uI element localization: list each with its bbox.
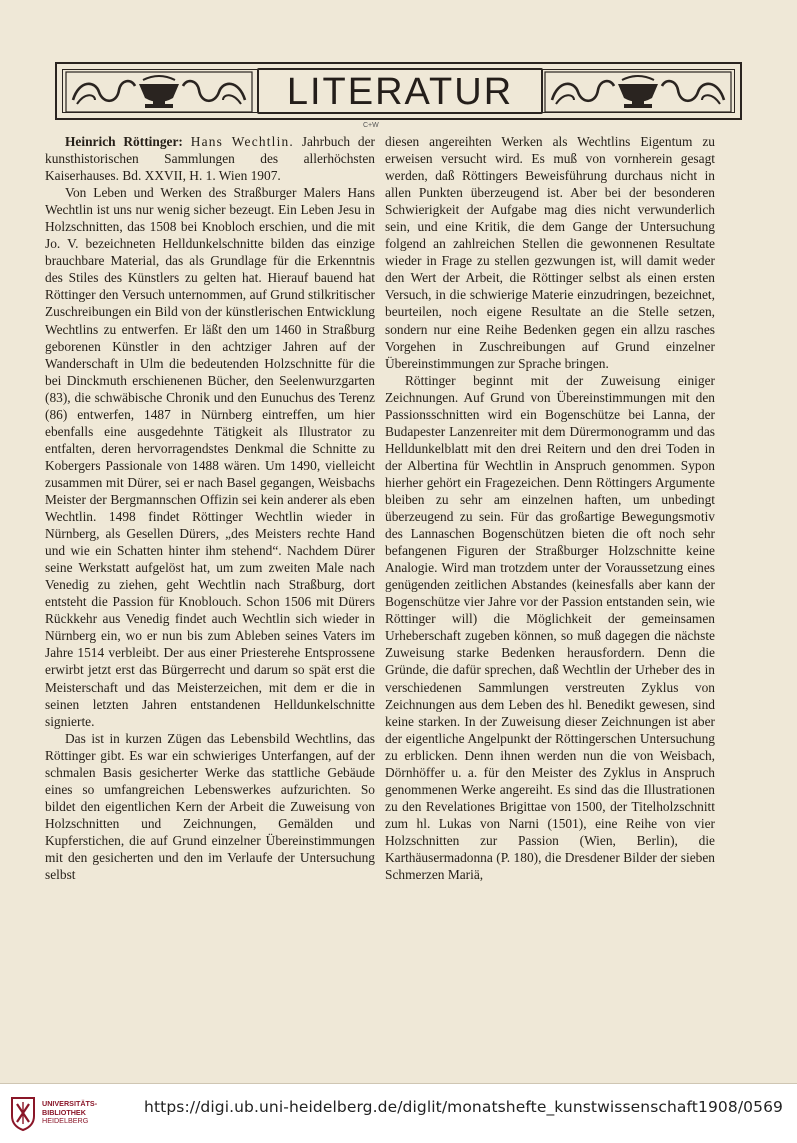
author-name: Heinrich Röttinger: — [65, 134, 183, 149]
footer-bar — [0, 1084, 797, 1143]
library-name — [42, 1100, 97, 1126]
library-name-line2: BIBLIOTHEK — [42, 1107, 86, 1117]
paragraph: Von Leben und Werken des Straßburger Malers Hans Wechtlin ist uns nur wenig sicher bezeugt. Ein Leben Jesu in Holzschnitten, das 1508 bei Knobloch erschien, und die mit Jo. V. bezeichneten Helldunkelschnitte bilden das einzige brauchbare Material, das als Grundlage für die Erkenntnis des Stiles des Künstlers zu gelten hat. Hierauf bauend hat Röttinger den Versuch unternommen, auf Grund stilkritischer Zuschreibungen ein Bild von der künstlerischen Entwicklung Wechtlins zu entwerfen. Er läßt den um 1460 in Straßburg geborenen Künstler in den achtziger Jahren auf der Wanderschaft in Ulm die bedeutenden Holzschnitte für die bei Dinckmuth erschienenen Bücher, den Seelenwurzgarten (83), die schwäbische Chronik und den Eunuchus des Terenz (86) entwerfen, 1487 in Nürnberg eintreffen, um hier ebenfalls eine ausgedehnte Tätigkeit als Illustrator zu entfalten, deren hervorragendstes Denkmal die Schnitte zu Kobergers Passionale von 1488 wären. Um 1490, vielleicht zusammen mit Dürer, sei er nach Basel gegangen, Weisbachs Meister der Bergmannschen Offizin sei kein anderer als eben Wechtlin. 1498 findet Röttinger Wechtlin wieder in Nürnberg, als Gesellen Dürers, „des Meisters rechte Hand und wie ein Schatten hinter ihm stehend“. Nachdem Dürer seine Werkstatt aufgelöst hat, um zum zweiten Male nach Venedig zu ziehen, geht Wechtlin nach Straßburg, dort entsteht die Passion für Knoblouch. Schon 1506 mit Dürers Rückkehr aus Venedig findet auch Wechtlin sich wieder in Nürnberg ein, wo er nun bis zum Ableben seines Vaters im Jahre 1514 verbleibt. Der aus einer Priesterehe Entsprossene erwirbt jetzt erst das Bürgerrecht und darum so spät erst die Meisterschaft und das Meisterzeichen, mit dem er die in seinen letzten Jahren entstandenen Helldunkelschnitte signierte. — [45, 185, 375, 729]
right-ornament-icon — [544, 70, 732, 114]
left-column — [45, 133, 375, 883]
source-url-link[interactable]: https://digi.ub.uni-heidelberg.de/diglit/monatshefte_kunstwissenschaft1908/0569 — [144, 1098, 783, 1116]
citation-text: Jahrbuch der kunsthistorischen Sammlungen des allerhöchsten Kaiserhauses. Bd. XXVII, H. 1. Wien 1907. — [45, 134, 376, 184]
header-banner — [55, 62, 742, 120]
review-citation — [45, 133, 375, 184]
paragraph: diesen angereihten Werken als Wechtlins Eigentum zu erweisen versucht wird. Es muß von vornherein gesagt werden, daß Röttingers Beweisführung durchaus nicht in allen Punkten überzeugend ist. Aber bei der besonderen Schwierigkeit der Aufgabe mag dies nicht verwunderlich sein, und eine Kritik, die dem Gange der Untersuchung folgend an zahlreichen Stellen die gewonnenen Resultate wieder in Frage zu stellen gezwungen ist, will damit weder den Wert der Arbeit, die Röttinger selbst als einen ersten Versuch, in die schwierige Materie einzudringen, bezeichnet, beurteilen, noch eigene Resultate an die Stelle setzen, sondern nur eine Reihe Bedenken gegen ein allzu rasches Vorgehen in Zuschreibungen auf Grund einzelner Übereinstimmungen zur Sprache bringen. — [385, 134, 715, 371]
subject-name: Hans Wechtlin. — [190, 134, 294, 149]
right-column — [385, 133, 715, 883]
page-title: LITERATUR — [257, 68, 543, 114]
library-name-line1: UNIVERSITÄTS- — [42, 1099, 98, 1108]
left-ornament-icon — [65, 70, 253, 114]
engraver-monogram: C+W — [363, 122, 379, 129]
library-logo-icon — [8, 1094, 38, 1132]
library-name-line3: HEIDELBERG — [42, 1116, 89, 1125]
paragraph: Röttinger beginnt mit der Zuweisung einiger Zeichnungen. Auf Grund von Übereinstimmungen mit den Passionsschnitten wird ein Bogenschütze bei Lanna, der Budapester Lanzenreiter mit dem Dürermonogramm und das Helldunkelblatt mit den drei Reitern und den drei Toden in der Albertina für Wechtlin in Anspruch genommen. Sypon hierher gehört ein Fragezeichen. Denn Röttingers Argumente bleiben zu sehr am einzelnen haften, um unbedingt überzeugend zu sein. Für das großartige Bewegungsmotiv des Lannaschen Bogenschützen bieten die oft noch sehr befangenen Figuren der Straßburger Holzschnitte keine Analogie. Wird man trotzdem unter der Voraussetzung eines genügenden zeitlichen Abstandes (keinesfalls aber kann der Bogenschütze vier Jahre vor der Passion entstanden sein, wie Röttinger will) die Möglichkeit der gemeinsamen Urheberschaft zugeben können, so muß dagegen die nächste Zuweisung starke Bedenken herausfordern. Denn die Gründe, die dafür sprechen, daß Wechtlin der Urheber des in verschiedenen Sammlungen verstreuten Zyklus von Zeichnungen aus dem Leben des hl. Benedikt gewesen, sind keine starken. In der Zuweisung dieser Zeichnungen ist aber der eigentliche Angelpunkt der Röttingerschen Untersuchung zu erblicken. Denn ihnen werden nun die von Weisbach, Dörnhöffer u. a. für den Meister des Zyklus in Anspruch genommenen Werke angereiht. Es sind das die Illustrationen zu den Revelationes Brigittae von 1500, der Titelholzschnitt zum hl. Lukas von Narni (1501), eine Reihe von vier Holzschnitten zur Passion (Wien, Berlin), die Karthäusermadonna (P. 180), die Dresdener Bilder der sieben Schmerzen Mariä, — [385, 372, 715, 883]
paragraph: Das ist in kurzen Zügen das Lebensbild Wechtlins, das Röttinger gibt. Es war ein schwieriges Unterfangen, auf der schmalen Basis gesicherter Werke das stattliche Gebäude eines so umfangreichen Lebenswerkes aufzurichten. So bildet den eigentlichen Kern der Arbeit die Zuweisung von Holzschnitten und Zeichnungen, Gemälden und Kupferstichen, die auf Grund einzelner Übereinstimmungen mit den gesicherten und den im Verlaufe der Untersuchung selbst — [45, 730, 375, 883]
